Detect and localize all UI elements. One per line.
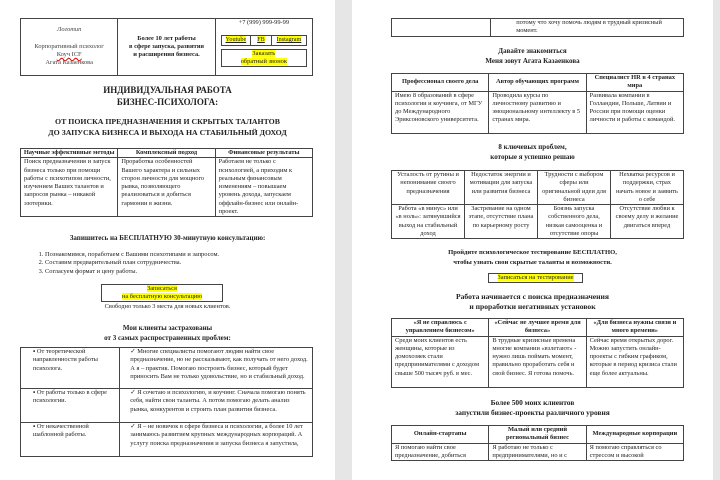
consult-heading: Запишитесь на БЕСПЛАТНУЮ 30-минутную консультацию: xyxy=(69,234,266,242)
belief-cell: Среди моих клиентов есть женщины, которые из домохозяек стали предпринимателями с доходом свыше 500 тысяч руб. в мес. xyxy=(392,336,489,387)
tagline xyxy=(118,19,215,76)
levels-table xyxy=(391,425,684,461)
slots-note: Свободно только 3 места для новых клиентов. xyxy=(104,303,231,310)
key-problem-cell: Нехватка ресурсов и поддержки, страх начать новое и заявить о себе xyxy=(611,171,684,205)
feature-cell: Работаем не только с психологией, а приходим к реальным финансовым изменениям – повышаем уровень дохода, запускаем оффлайн-бизнес или онлайн-проект. xyxy=(215,158,312,217)
level-header: Онлайн-стартапы xyxy=(392,426,489,444)
contacts xyxy=(215,19,312,76)
about-header: Автор обучающих программ xyxy=(489,74,586,92)
page-subtitle: ОТ ПОИСКА ПРЕДНАЗНАЧЕНИЯ И СКРЫТЫХ ТАЛАНТОВ ДО ЗАПУСКА БИЗНЕСА И ВЫХОДА НА СТАБИЛЬНЫЙ ДОХОД xyxy=(48,117,287,137)
about-cell: Развивала компании в Голландии, Польше, Латвии и России при помощи оценки личности и работы с командой. xyxy=(586,91,683,133)
coach-text: Коуч ICF xyxy=(56,51,82,59)
problem-cell: ▪ От работы только в сфере психологии. xyxy=(21,389,120,423)
about-cell: Имею 8 образований в сфере психологии и коучинга, от МГУ до Международного Эриксоновского университета. xyxy=(392,91,489,133)
test-signup-button[interactable]: Записаться на тестирование xyxy=(488,273,583,283)
logo-placeholder: Логотип xyxy=(57,26,82,34)
steps-list xyxy=(45,251,325,276)
solution-cell: ✓ Многие специалисты помогают людям найти свое предназначение, но не рассказывают, как получать от него доход. А я – практик. Помогаю построить бизнес, который будет приносить Вам не только удовольствие, но и стабильный доход. xyxy=(120,348,313,389)
page-title: ИНДИВИДУАЛЬНАЯ РАБОТА БИЗНЕС-ПСИХОЛОГА: xyxy=(103,85,232,107)
key-problem-cell: Застревание на одном этапе, отсутствие плана по карьерному росту xyxy=(465,205,538,239)
callback-button[interactable]: Заказать обратный звонок xyxy=(221,49,307,67)
belief-header: «Я не справлюсь с управлением бизнесом» xyxy=(392,319,489,337)
header-identity xyxy=(21,19,118,76)
role-text: Корпоративный психолог xyxy=(34,42,104,50)
phone-number[interactable]: +7 (999) 999-99-99 xyxy=(238,19,290,26)
name-text: Агата Казаенкова xyxy=(45,59,93,67)
work-heading: Работа начинается с поиска предназначения и проработки негативных установок xyxy=(455,292,610,311)
about-table xyxy=(391,73,684,134)
document-page-1 xyxy=(0,0,335,480)
header-table xyxy=(20,18,313,76)
features-table xyxy=(20,148,313,217)
level-cell: Я помогаю справляться со стрессом и высокой xyxy=(586,443,683,461)
fb-link[interactable]: FB xyxy=(251,36,272,44)
intro-heading: Давайте знакомиться Меня зовут Агата Казаенкова xyxy=(485,47,580,65)
key-problem-cell: Отсутствие любви к своему делу и желание двигаться вперед xyxy=(611,205,684,239)
problem-cell: ▪ От некачественной шаблонной работы. xyxy=(21,423,120,457)
level-header: Малый или средний региональный бизнес xyxy=(489,426,586,444)
key-problem-cell: Недостаток энергии и мотивации для запуска или развития бизнеса xyxy=(465,171,538,205)
feature-cell: Проработка особенностей Вашего характера и сильных сторон личности для мощного рывка, позволяющего реализоваться и добиться гармонии в жизни. xyxy=(118,158,215,217)
problems-heading: 8 ключевых проблем, которые я успешно решаю xyxy=(490,143,575,161)
continued-cell: потому что хочу помочь людям в трудный кризисный момент. xyxy=(491,19,684,37)
belief-cell: В трудные кризисные времена многие компании «взлетают» - нужно лишь поймать момент, правильно проработать себя и свой бизнес. Я готова помочь. xyxy=(489,336,586,387)
problem-cell: ▪ От теоретической направленности работы психолога. xyxy=(21,348,120,389)
beliefs-table xyxy=(391,318,684,388)
solution-cell: ✓ Я – не новичок в сфере бизнеса и психологии, а более 10 лет занимаюсь развитием крупных международных корпораций. А услугу поиска предназначения и запуска бизнеса я запустила, xyxy=(120,423,313,457)
about-cell: Проводила курсы по личностному развитию и эмоциональному интеллекту в 5 странах мира. xyxy=(489,91,586,133)
instagram-link[interactable]: Instagram xyxy=(276,36,302,44)
tagline-line: в сфере запуска, развития xyxy=(129,42,204,50)
key-problem-cell: Трудности с выбором сферы или оригинальной идеи для бизнеса xyxy=(538,171,611,205)
about-header: Специалист HR в 4 странах мира xyxy=(586,74,683,92)
step-item: 1. Познакомимся, поработаем с Вашими психотипами и запросом. xyxy=(45,251,325,259)
key-problem-cell: Работа «в минус» или «в ноль»: затянувшийся выход на стабильный доход xyxy=(392,205,465,239)
youtube-link[interactable]: Youtube xyxy=(222,36,251,44)
key-problems-table xyxy=(391,170,684,239)
feature-header: Комплексный подход xyxy=(118,149,215,158)
document-page-2 xyxy=(352,0,713,480)
belief-cell: Сейчас время открытых дорог. Можно запустить онлайн-проекты с гибким графиком, которые в период кризиса стали еще более актуальны. xyxy=(586,336,683,387)
clients-heading: Мои клиенты застрахованы от 3 самых распространенных проблем: xyxy=(104,324,231,342)
step-item: 2. Составим предварительный план сотрудничества. xyxy=(45,259,325,267)
key-problem-cell: Боязнь запуска собственного дела, низкая самооценка и отсутствие опоры xyxy=(538,205,611,239)
about-header: Профессионал своего дела xyxy=(392,74,489,92)
tagline-line: Более 10 лет работы xyxy=(137,34,196,42)
feature-header: Научные эффективные методы xyxy=(21,149,118,158)
signup-consult-button[interactable]: Записаться на бесплатную консультацию xyxy=(101,284,223,302)
feature-cell: Поиск предназначения и запуск бизнеса только при помощи работы с психотипом личности, изучением Ваших талантов и запросов рынка – никакой эзотерики. xyxy=(21,158,118,217)
level-cell: Я помогаю найти свое предназначение, добиться xyxy=(392,443,489,461)
level-header: Международные корпорации xyxy=(586,426,683,444)
tagline-line: и расширения бизнеса. xyxy=(133,51,200,59)
belief-header: «Для бизнеса нужны связи и много времени» xyxy=(586,319,683,337)
belief-header: «Сейчас не лучшее время для бизнеса» xyxy=(489,319,586,337)
solution-cell: ✓ Я сочетаю и психологию, и коучинг. Сначала помогаю понять себя, найти свои таланты. А потом помогаю делать анализ рынка, конкурентов и строить план развития бизнеса. xyxy=(120,389,313,423)
continued-table xyxy=(391,18,684,37)
problems-table xyxy=(20,347,313,457)
clients-count-heading: Более 500 моих клиентов запустили бизнес-проекты различного уровня xyxy=(455,398,610,417)
test-heading: Пройдите психологическое тестирование БЕСПЛАТНО, чтобы узнать свои скрытые таланты и возможности. xyxy=(448,249,617,266)
step-item: 3. Согласуем формат и цену работы. xyxy=(45,268,325,276)
feature-header: Финансовые результаты xyxy=(215,149,312,158)
key-problem-cell: Усталость от рутины и непонимание своего предназначения xyxy=(392,171,465,205)
level-cell: Я работаю не только с предпринимателями, но и с xyxy=(489,443,586,461)
